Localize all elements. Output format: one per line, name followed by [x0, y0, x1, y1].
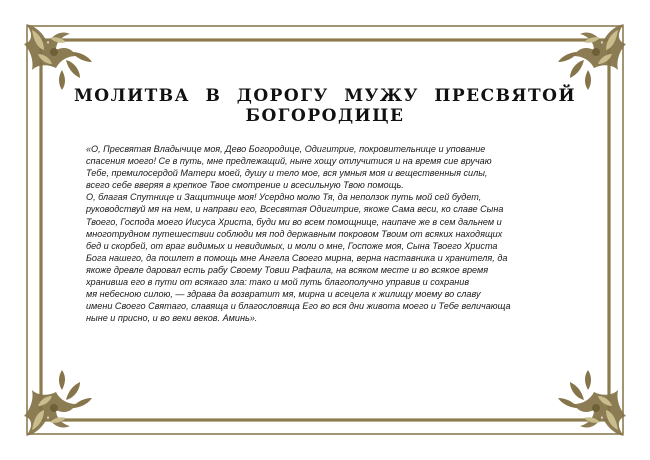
- text-line: О, благая Спутнице и Защитнице моя! Усердно молю Тя, да неползок путь мой сей будет,: [86, 192, 482, 203]
- text-line: всего себе вверяя в крепкое Твое смотрение и всесильную Твою помощь.: [86, 180, 404, 191]
- text-line: спасения моего! Се в путь, мне предлежащий, ныне хощу отлучитися и на время сие вручаю: [86, 156, 492, 167]
- text-line: якоже древле даровал есть рабу Своему Товии Рафаила, на всяком месте и во всякое время: [86, 264, 489, 275]
- corner-ornament-bottom-right: [558, 370, 626, 436]
- text-line: руководствуй мя на нем, и направи его, Всесвятая Одигитрие, якоже Сама веси, ко славе Сына: [86, 204, 504, 215]
- text-line: «О, Пресвятая Владычице моя, Дево Богородице, Одигитрие, покровительнице и упование: [86, 144, 486, 154]
- text-line: многотрудном путешествии соблюди мя под державным покровом Твоим от всяких находящих: [86, 228, 503, 239]
- text-line: хранивша его в пути от всякаго зла: тако и мой путь благополучно управив и сохранив: [86, 277, 470, 288]
- corner-ornament-bottom-left: [24, 370, 92, 436]
- text-line: бед и скорбей, от враг видимых и невидимых, и моли о мне, Госпоже моя, Сына Твоего Христа: [86, 240, 498, 251]
- text-line: ныне и присно, и во веки веков. Аминь».: [86, 313, 258, 324]
- text-line: имени Своего Святаго, славяща и благословяща Его во вся дни живота моего и Тебе величающа: [86, 301, 511, 312]
- text-line: мя небесною силою, — здрава да возвратит мя, мирна и всецела к жилищу моему во славу: [86, 289, 481, 300]
- prayer-text: [86, 143, 570, 362]
- corner-ornament-top-right: [558, 24, 626, 90]
- text-line: Бога нашего, да пошлет в помощь мне Ангела Своего мирна, верна наставника и хранителя, да: [86, 252, 508, 263]
- text-line: Тебе, премилосердой Матери моей, душу и тело мое, вся умныя моя и вещественныя силы,: [86, 168, 488, 179]
- prayer-paragraph-1: [86, 143, 570, 191]
- text-line: Твоего, Господа моего Иисуса Христа, буди ми во всем помощнице, наипаче же в сем дальнем и: [86, 216, 502, 227]
- prayer-paragraph-2: [86, 191, 570, 324]
- corner-ornament-top-left: [24, 24, 92, 90]
- page-title: МОЛИТВА В ДОРОГУ МУЖУ ПРЕСВЯТОЙ БОГОРОДИЦЕ: [73, 86, 577, 126]
